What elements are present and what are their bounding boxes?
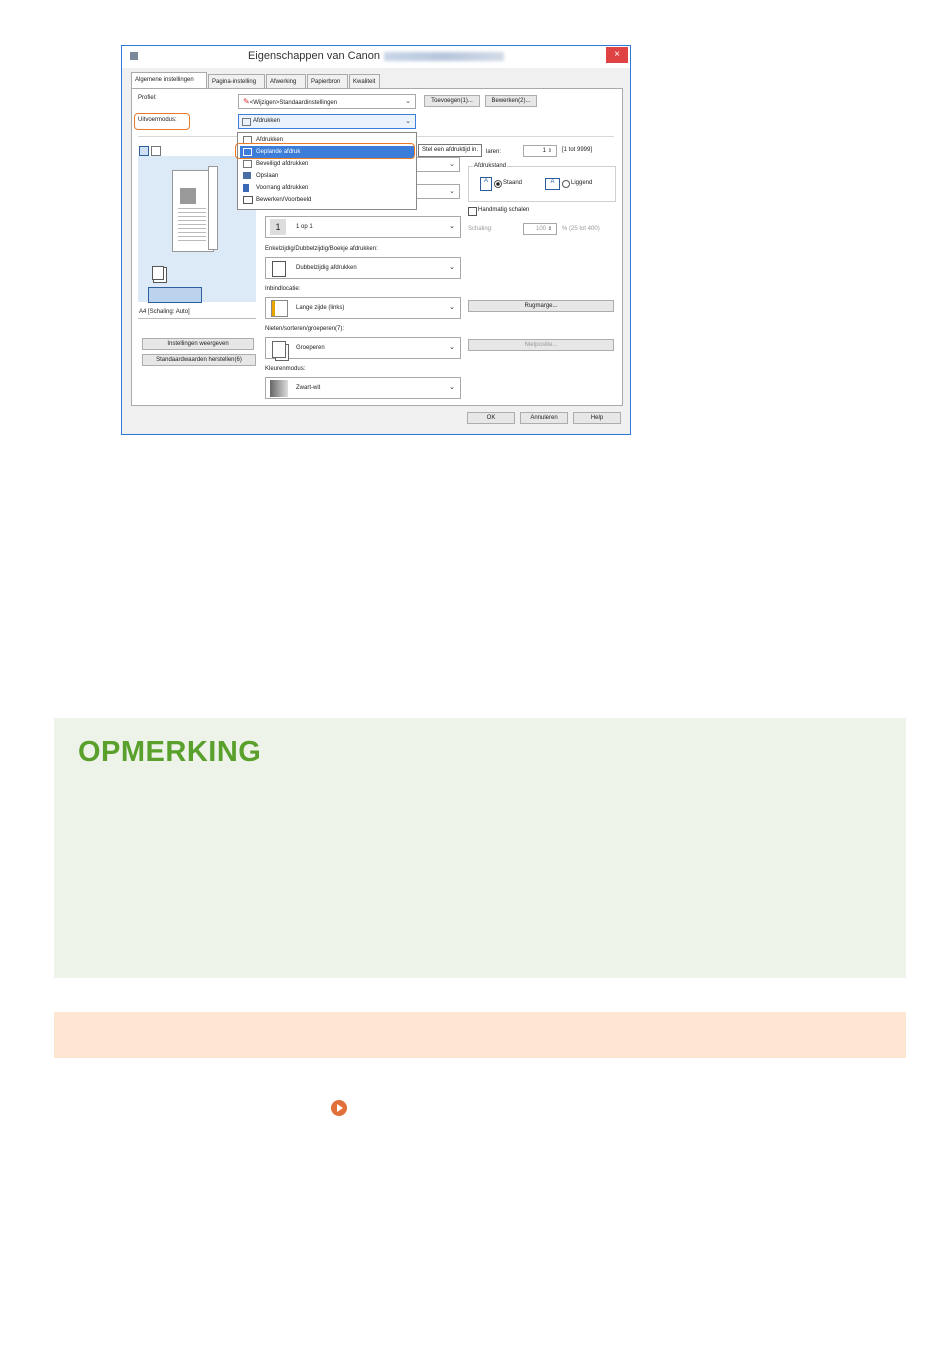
dropdown-item-store[interactable]: Opslaan (240, 170, 414, 182)
dropdown-item-print[interactable]: Afdrukken (240, 134, 414, 146)
profile-label: Profiel: (138, 95, 157, 101)
landscape-icon: A (545, 178, 560, 190)
chevron-down-icon: ⌄ (449, 264, 455, 271)
dialog-title: Eigenschappen van Canon (122, 50, 630, 62)
save-icon (243, 172, 251, 179)
dropdown-item-priority-print[interactable]: Voorrang afdrukken (240, 182, 414, 194)
chevron-down-icon: ⌄ (449, 161, 455, 168)
chevron-down-icon: ⌄ (405, 118, 411, 125)
staple-select[interactable]: Groeperen ⌄ (265, 337, 461, 359)
dropdown-item-secure-print[interactable]: Beveiligd afdrukken (240, 158, 414, 170)
note-box (54, 718, 906, 978)
binding-icon (272, 301, 287, 316)
copies-stack-icon (152, 266, 164, 280)
landscape-radio[interactable] (562, 180, 570, 188)
tab-paper-source[interactable]: Papierbron (307, 74, 348, 88)
duplex-icon (272, 261, 286, 277)
layout-mode-icons[interactable] (148, 287, 202, 303)
cancel-button[interactable]: Annuleren (520, 412, 568, 424)
preview-image-block (180, 188, 196, 204)
tab-general[interactable]: Algemene instellingen (131, 72, 207, 89)
grayscale-icon (270, 380, 288, 397)
scaling-label: Schaling: (468, 226, 493, 232)
chevron-down-icon: ⌄ (449, 223, 455, 230)
chevron-down-icon: ⌄ (449, 188, 455, 195)
chevron-down-icon: ⌄ (449, 384, 455, 391)
view-page-icon[interactable] (139, 146, 149, 156)
orientation-label: Afdrukstand (474, 163, 507, 169)
edit-preview-icon (243, 196, 253, 204)
portrait-icon: A (480, 177, 492, 191)
page-layout-icon: 1 (270, 219, 286, 235)
scaling-range: % (25 tot 400) (562, 226, 600, 232)
chevron-down-icon: ⌄ (449, 344, 455, 351)
ok-button[interactable]: OK (467, 412, 515, 424)
copies-input[interactable]: 1 ⇕ (523, 145, 557, 157)
caption-divider (138, 318, 256, 319)
tab-finishing[interactable]: Afwerking (266, 74, 306, 88)
scaling-input[interactable]: 100 ⇕ (523, 223, 557, 235)
scheduled-print-highlight (235, 143, 415, 159)
chevron-down-icon: ⌄ (449, 304, 455, 311)
printer-properties-dialog (121, 45, 631, 435)
page-size-select[interactable] (416, 157, 460, 172)
spin-arrows-icon: ⇕ (547, 226, 552, 232)
output-mode-select[interactable]: Afdrukken ⌄ (238, 114, 416, 129)
priority-icon (243, 184, 249, 192)
chevron-down-icon: ⌄ (405, 98, 411, 105)
duplex-label: Enkelzijdig/Dubbelzijdig/Boekje afdrukken: (265, 246, 378, 252)
edit-profile-button[interactable]: Bewerken(2)... (485, 95, 537, 107)
tab-quality[interactable]: Kwaliteit (349, 74, 380, 88)
landscape-label: Liggend (571, 180, 593, 186)
printer-icon (242, 118, 251, 126)
page-layout-select[interactable]: 1 1 op 1 ⌄ (265, 216, 461, 238)
portrait-label: Staand (503, 180, 523, 186)
manual-scaling-label: Handmatig schalen (478, 207, 530, 213)
dropdown-item-scheduled-print[interactable]: Geplande afdruk (240, 146, 414, 158)
binding-select[interactable]: Lange zijde (links) ⌄ (265, 297, 461, 319)
preview-caption: A4 [Schaling: Auto] (139, 309, 190, 315)
spin-arrows-icon: ⇕ (547, 148, 552, 154)
binding-label: Inbindlocatie: (265, 286, 301, 292)
dropdown-item-edit-preview[interactable]: Bewerken/Voorbeeld (240, 194, 414, 206)
gutter-button[interactable]: Rugmarge... (468, 300, 614, 312)
add-profile-button[interactable]: Toevoegen(1)... (424, 95, 480, 107)
close-button[interactable]: × (606, 47, 628, 63)
collate-icon (272, 341, 286, 358)
restore-defaults-button[interactable]: Standaardwaarden herstellen(6) (142, 354, 256, 366)
color-mode-label: Kleurenmodus: (265, 366, 306, 372)
title-bar (122, 46, 630, 68)
profile-select[interactable]: ✎<Wijzigen>Standaardinstellingen ⌄ (238, 94, 416, 109)
duplex-select[interactable]: Dubbelzijdig afdrukken ⌄ (265, 257, 461, 279)
output-size-select[interactable] (416, 184, 460, 199)
lock-icon (243, 160, 252, 168)
view-settings-button[interactable]: Instellingen weergeven (142, 338, 254, 350)
link-arrow-icon[interactable] (331, 1100, 347, 1116)
tooltip: Stel een afdruktijd in. (418, 144, 482, 157)
tab-page-setup[interactable]: Pagina-instelling (208, 74, 265, 88)
staple-label: Nieten/sorteren/groeperen(7): (265, 326, 345, 332)
copies-range: [1 tot 9999] (562, 147, 593, 153)
view-settings-icon[interactable] (151, 146, 161, 156)
note-title: OPMERKING (78, 736, 262, 768)
copies-label: laren: (486, 149, 502, 155)
output-mode-label: Uitvoermodus: (138, 117, 177, 123)
manual-scaling-checkbox[interactable] (468, 207, 477, 216)
preview-page-back (208, 166, 218, 250)
staple-position-button[interactable]: Nietpositie... (468, 339, 614, 351)
color-mode-select[interactable]: Zwart-wit ⌄ (265, 377, 461, 399)
blurred-model-name (384, 52, 504, 61)
preview-text-lines (178, 208, 206, 244)
help-button[interactable]: Help (573, 412, 621, 424)
portrait-radio[interactable] (494, 180, 502, 188)
pencil-icon: ✎ (243, 97, 250, 106)
section-bar (54, 1012, 906, 1058)
